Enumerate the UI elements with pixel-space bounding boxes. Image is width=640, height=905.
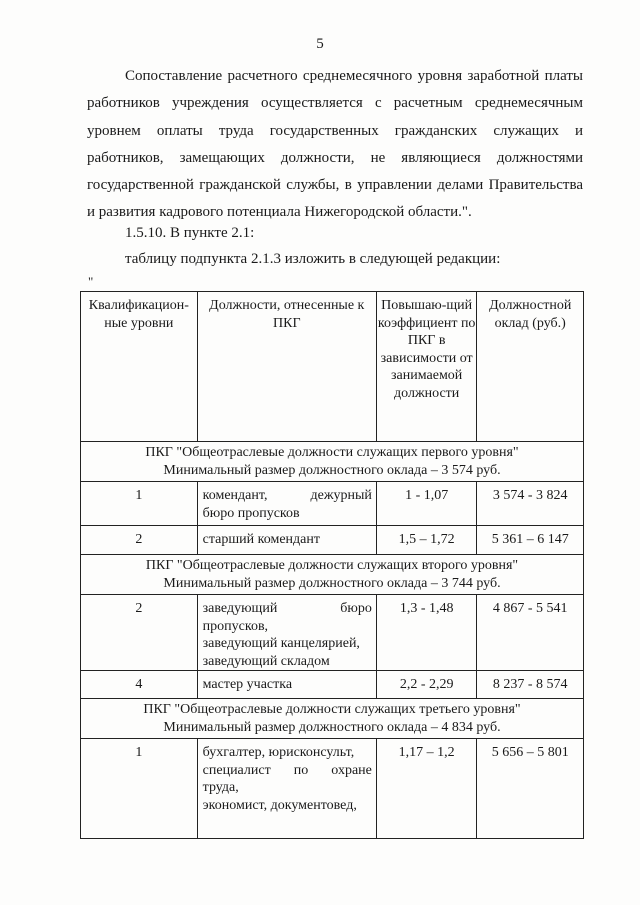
salary-table [80,291,584,839]
header-salary: Должностной оклад (руб.) [477,292,584,442]
item-heading: 1.5.10. В пункте 2.1: [125,225,255,241]
salary-cell: 3 574 - 3 824 [477,482,584,526]
group-title: ПКГ "Общеотраслевые должности служащих третьего уровня" [143,702,521,717]
page-number: 5 [316,36,324,52]
group-subtitle: Минимальный размер должностного оклада – 3 744 руб. [163,575,501,591]
group-subtitle: Минимальный размер должностного оклада – 3 574 руб. [163,462,501,478]
table-row [81,595,584,671]
salary-cell: 8 237 - 8 574 [477,671,584,699]
positions-cell [197,482,376,526]
table-header-row [81,292,584,442]
coefficient-cell: 1 - 1,07 [376,482,477,526]
position-line: заведующий канцелярией, [202,636,360,651]
header-positions: Должности, отнесенные к ПКГ [197,292,376,442]
paragraph-line: Сопоставление расчетного среднемесячного уровня заработной платы [125,68,583,84]
paragraph-line: уровнем оплаты труда государственных гражданских служащих и [87,122,583,139]
header-coefficient: Повышаю-щий коэффициент по ПКГ в зависимости от занимаемой должности [376,292,477,442]
position-line: труда, [202,780,239,795]
positions-cell [197,526,376,555]
coefficient-cell: 1,17 – 1,2 [376,739,477,839]
paragraph-line: и развития кадрового потенциала Нижегородской области.". [87,204,472,221]
positions-cell [197,595,376,671]
open-quote-mark: " [88,274,94,289]
level-cell: 1 [81,739,198,839]
group-subtitle: Минимальный размер должностного оклада – 4 834 руб. [163,719,501,735]
table-row [81,526,584,555]
level-cell: 1 [81,482,198,526]
group-row [81,555,584,595]
position-line: бухгалтер, юрисконсульт, [202,745,355,760]
paragraph-line: работников, замещающих должности, не являющиеся должностями [87,149,583,166]
position-line: мастер участка [202,677,293,692]
paragraph-line: государственной гражданской службы, в управлении делами Правительства [87,177,583,194]
body-paragraph [87,63,583,227]
paragraph-line: работников учреждения осуществляется с расчетным среднемесячным [87,95,583,112]
table-row [81,482,584,526]
group-heading [81,442,584,482]
group-heading [81,555,584,595]
table-row [81,671,584,699]
coefficient-cell: 1,3 - 1,48 [376,595,477,671]
salary-cell: 4 867 - 5 541 [477,595,584,671]
group-heading [81,699,584,739]
header-qualification-levels: Квалификацион-ные уровни [81,292,198,442]
group-title: ПКГ "Общеотраслевые должности служащих первого уровня" [145,445,519,460]
coefficient-cell: 2,2 - 2,29 [376,671,477,699]
position-line: заведующий складом [202,653,330,669]
salary-cell: 5 361 – 6 147 [477,526,584,555]
level-cell: 2 [81,595,198,671]
level-cell: 2 [81,526,198,555]
position-line: комендант, дежурный [202,488,372,503]
group-row [81,442,584,482]
coefficient-cell: 1,5 – 1,72 [376,526,477,555]
table-row [81,739,584,839]
position-line: старший комендант [202,532,320,547]
item-instruction: таблицу подпункта 2.1.3 изложить в следующей редакции: [125,251,501,267]
salary-cell: 5 656 – 5 801 [477,739,584,839]
group-row [81,699,584,739]
position-line: специалист по охране [202,762,372,778]
positions-cell [197,739,376,839]
level-cell: 4 [81,671,198,699]
position-line: заведующий бюро [202,601,372,616]
position-line: бюро пропусков [202,505,300,521]
position-line: экономист, документовед, [202,797,357,813]
positions-cell [197,671,376,699]
position-line: пропусков, [202,618,269,634]
group-title: ПКГ "Общеотраслевые должности служащих второго уровня" [145,558,519,573]
